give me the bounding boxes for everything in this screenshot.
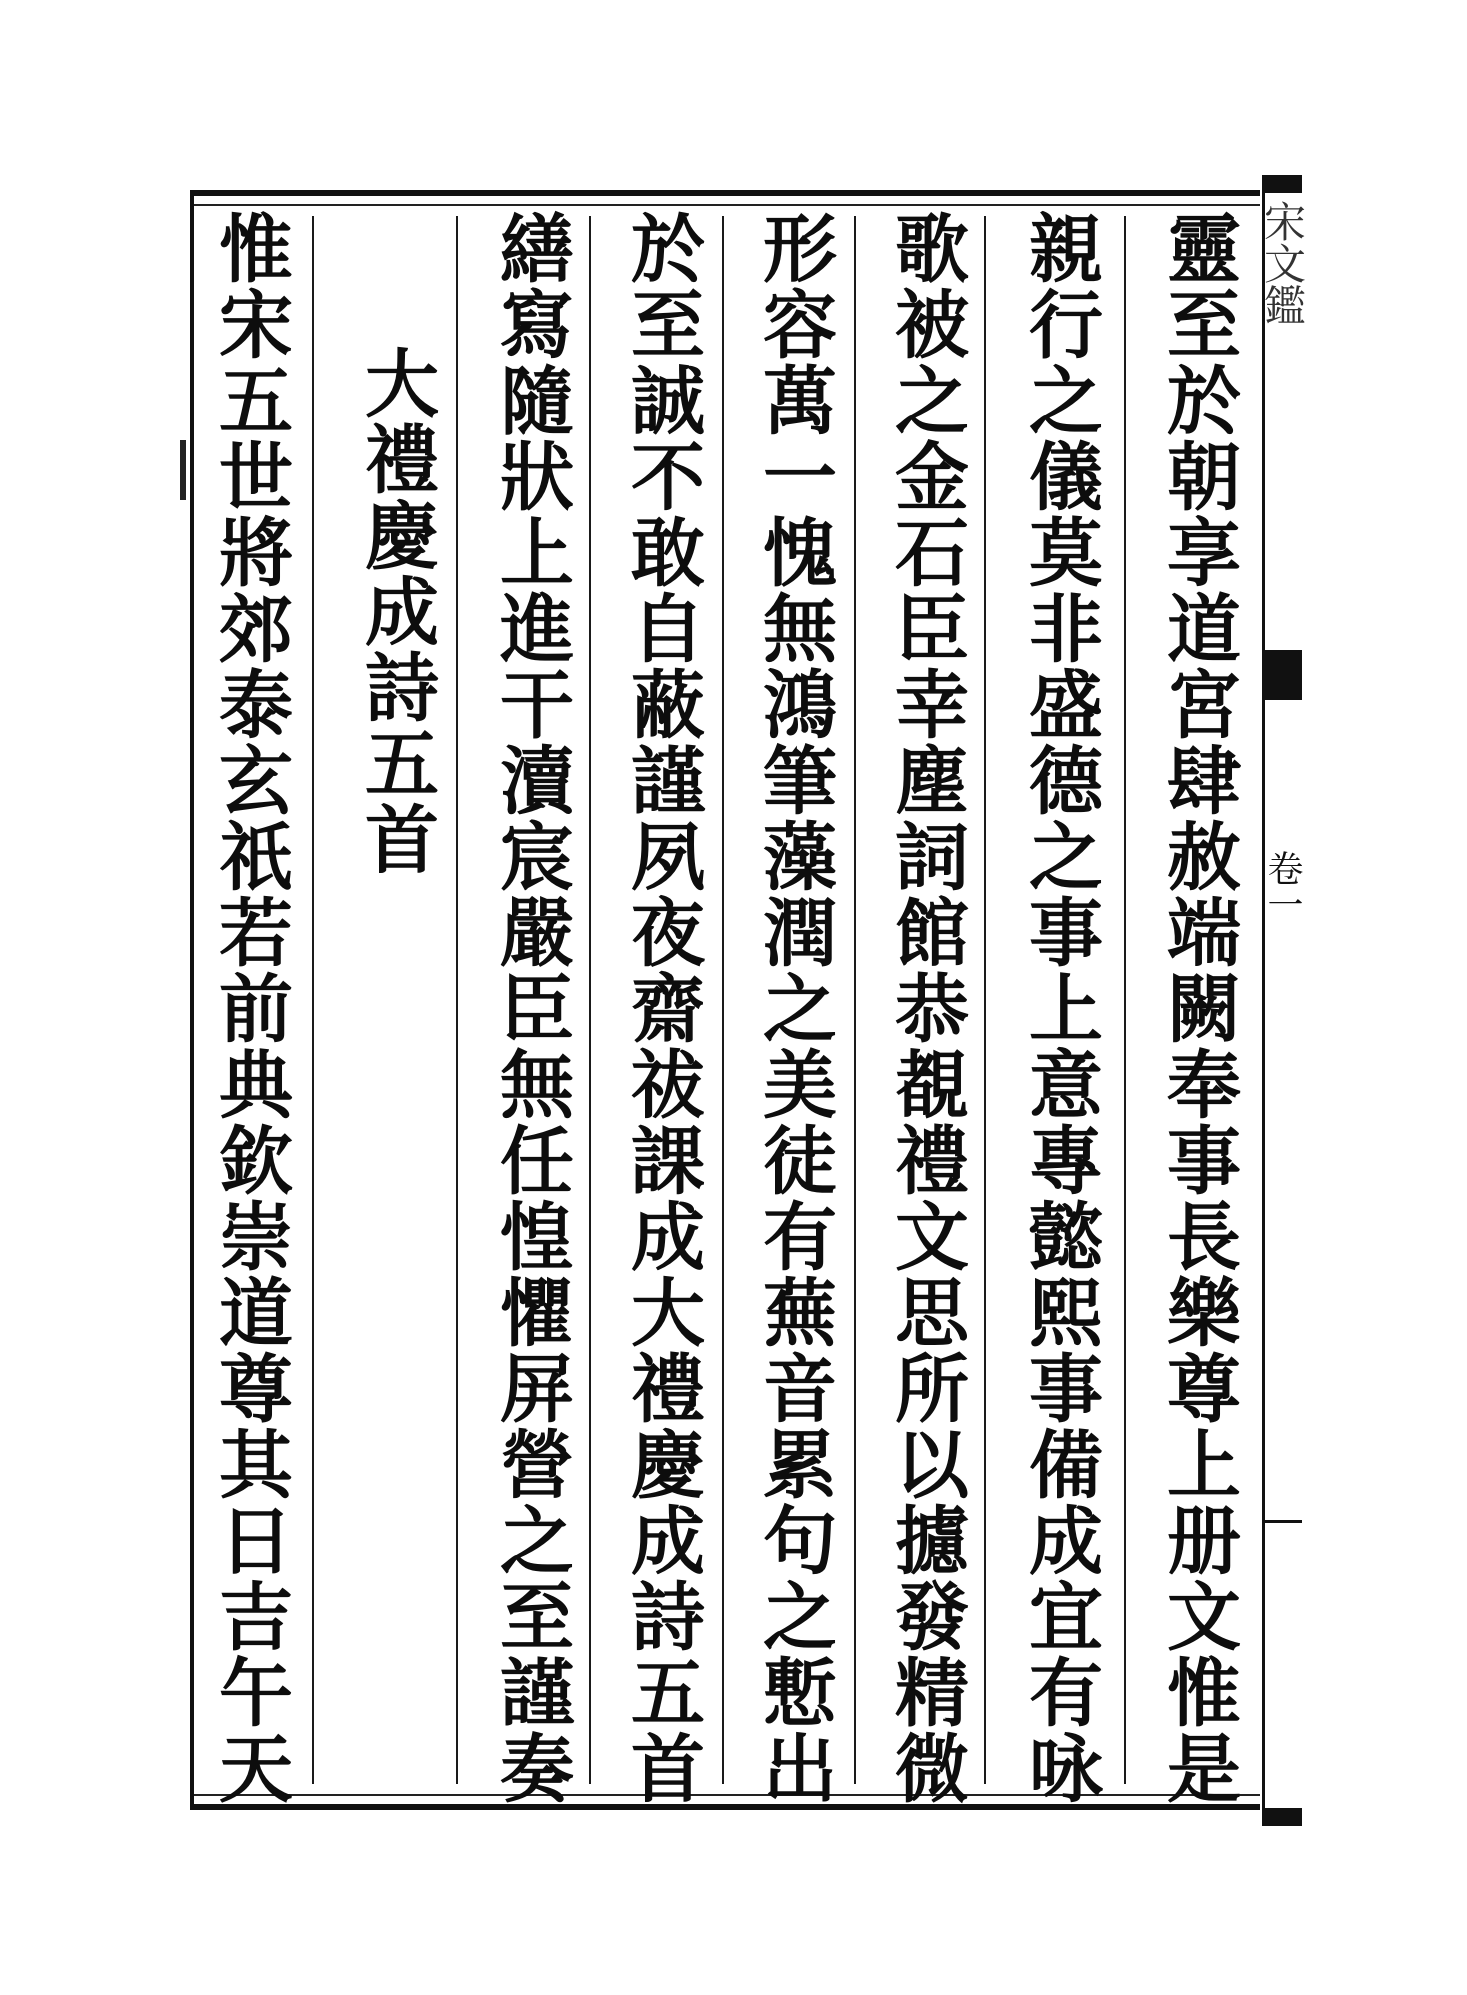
text-column-6: 繕寫隨狀上進干瀆宸嚴臣無任惶懼屏營之至謹奏 xyxy=(488,210,574,1806)
fore-edge-bottom-bar xyxy=(1262,1808,1302,1826)
text-column-8: 惟宋五世將郊泰玄祇若前典欽崇道尊其日吉午天 xyxy=(207,210,293,1806)
text-column-3: 歌被之金石臣幸塵詞館恭覩禮文思所以攄發精微 xyxy=(883,210,969,1806)
left-margin-mark xyxy=(180,440,186,500)
fore-edge-title: 宋文鑑 xyxy=(1258,200,1307,326)
fore-edge-lower-rule xyxy=(1262,1520,1302,1523)
fish-tail-mark xyxy=(1262,650,1302,700)
text-column-2: 親行之儀莫非盛德之事上意專懿熙事備成宜有咏 xyxy=(1017,210,1103,1806)
text-column-1: 靈至於朝享道宮肆赦端闕奉事長樂尊上册文惟是 xyxy=(1155,210,1241,1806)
column-rule xyxy=(722,216,724,1784)
column-rule xyxy=(984,216,986,1784)
column-rule xyxy=(589,216,591,1784)
fore-edge-top-bar xyxy=(1262,175,1302,193)
text-column-5: 於至誠不敢自蔽謹夙夜齋祓課成大禮慶成詩五首 xyxy=(619,210,705,1806)
section-title: 大禮慶成詩五首 xyxy=(353,345,439,877)
column-rule xyxy=(854,216,856,1784)
column-rule xyxy=(1124,216,1126,1784)
column-rule xyxy=(312,216,314,1784)
column-rule xyxy=(456,216,458,1784)
text-column-4: 形容萬一愧無鴻筆藻潤之美徒有蕪音累句之慙出 xyxy=(751,210,837,1806)
volume-label: 卷一 xyxy=(1262,850,1303,922)
